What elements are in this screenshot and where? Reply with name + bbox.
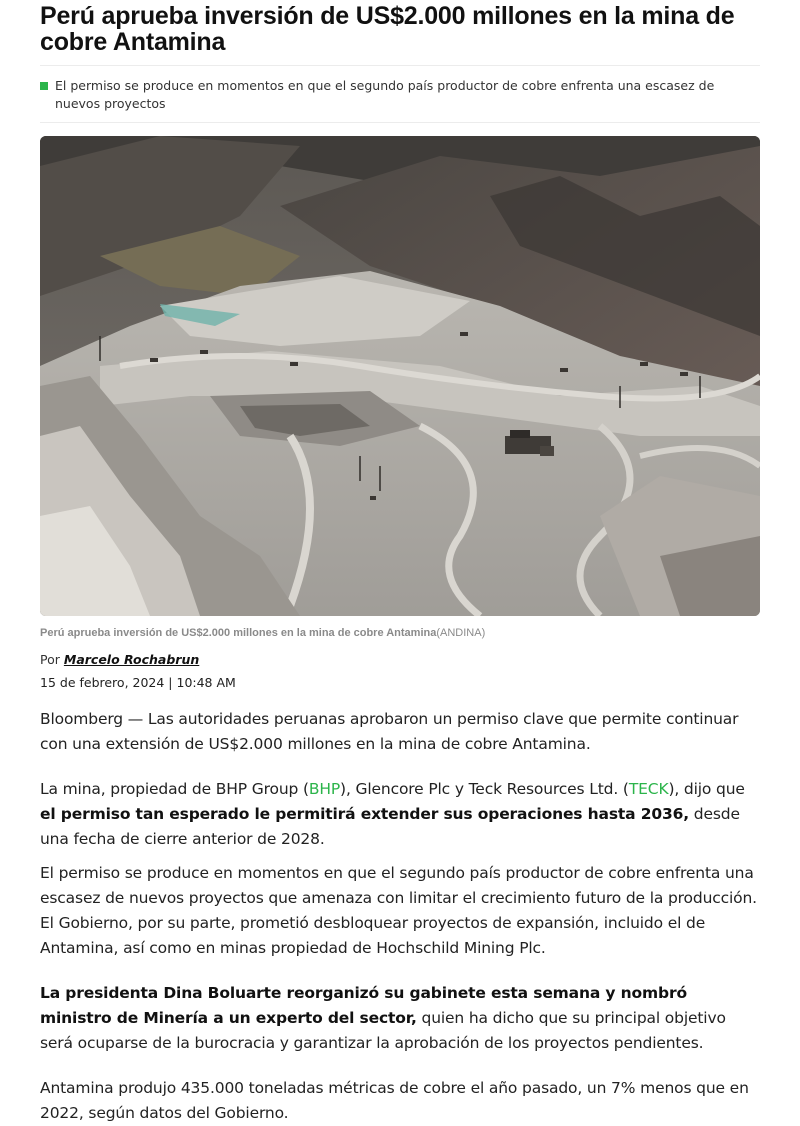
publish-date: 15 de febrero, 2024 | 10:48 AM <box>40 675 236 690</box>
paragraph-2-text-c: ), dijo que <box>668 780 745 798</box>
image-caption <box>40 626 760 640</box>
article-headline: Perú aprueba inversión de US$2.000 millones en la mina de cobre Antamina <box>40 2 735 56</box>
author-link[interactable]: Marcelo Rochabrun <box>63 652 200 667</box>
paragraph-4 <box>40 981 760 1056</box>
paragraph-2-bold: el permiso tan esperado le permitirá extender sus operaciones hasta 2036, <box>40 805 689 823</box>
mine-photo-illustration <box>40 136 760 616</box>
ticker-link-teck[interactable]: TECK <box>628 780 669 798</box>
paragraph-2-text-b: ), Glencore Plc y Teck Resources Ltd. ( <box>340 780 629 798</box>
paragraph-2-text-d: desde una fecha de cierre anterior de 2028. <box>40 805 740 848</box>
image-caption-title: Perú aprueba inversión de US$2.000 millones en la mina de cobre Antamina <box>40 627 437 639</box>
byline-prefix: Por <box>40 652 60 667</box>
paragraph-2 <box>40 777 760 852</box>
byline <box>40 652 760 668</box>
paragraph-2-text-a: La mina, propiedad de BHP Group ( <box>40 780 309 798</box>
paragraph-5: Antamina produjo 435.000 toneladas métricas de cobre el año pasado, un 7% menos que en 2022, según datos del Gobierno. <box>40 1079 749 1122</box>
ticker-link-bhp[interactable]: BHP <box>308 780 341 798</box>
article <box>40 0 760 1126</box>
article-body <box>40 707 760 1126</box>
paragraph-3: El permiso se produce en momentos en que el segundo país productor de cobre enfrenta una escasez de nuevos proyectos que amenaza con limitar el crecimiento futuro de la producción. El Gobierno, por su parte, prometió desbloquear proyectos de expansión, incluido el de Antamina, así como en minas propiedad de Hochschild Mining Plc. <box>40 864 757 957</box>
paragraph-4-rest: quien ha dicho que su principal objetivo será ocuparse de la burocracia y garantizar la aprobación de los proyectos pendientes. <box>40 1009 726 1052</box>
paragraph-4-bold: La presidenta Dina Boluarte reorganizó su gabinete esta semana y nombró ministro de Minería a un experto del sector, <box>40 984 687 1027</box>
image-caption-credit: (ANDINA) <box>436 627 486 639</box>
article-subtitle-box <box>40 65 760 123</box>
article-subtitle: El permiso se produce en momentos en que el segundo país productor de cobre enfrenta una escasez de nuevos proyectos <box>55 78 715 111</box>
hero-image[interactable] <box>40 136 760 616</box>
paragraph-1: Bloomberg — Las autoridades peruanas aprobaron un permiso clave que permite continuar con una extensión de US$2.000 millones en la mina de cobre Antamina. <box>40 710 739 753</box>
green-square-bullet-icon <box>40 82 48 90</box>
